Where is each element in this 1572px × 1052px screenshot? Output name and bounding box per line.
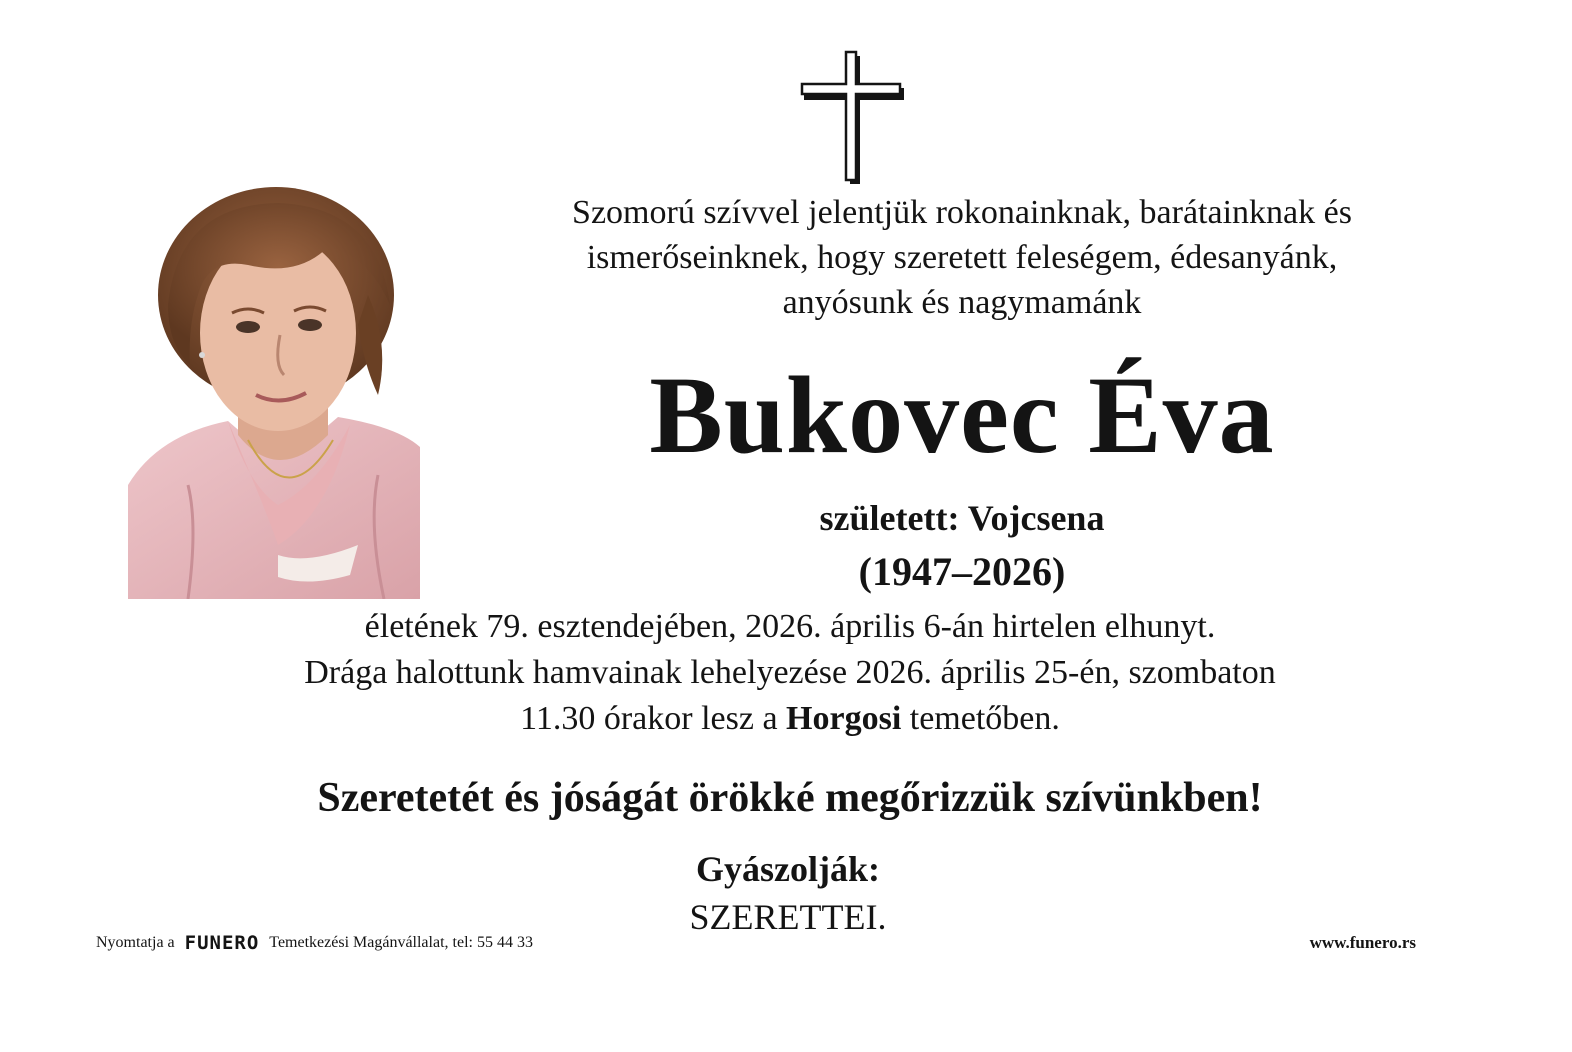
printed-by-text: Nyomtatja a xyxy=(96,934,175,951)
funeral-details xyxy=(120,604,1460,742)
birth-name: született: Vojcsena xyxy=(819,498,1105,538)
funero-logo: FUNERO xyxy=(184,932,260,954)
intro-line: ismerőseinknek, hogy szeretett feleségem, édesanyánk, xyxy=(586,239,1338,276)
intro-line: Szomorú szívvel jelentjük rokonainknak, barátainknak és xyxy=(572,194,1352,231)
intro-text xyxy=(462,190,1462,325)
life-years: (1947–2026) xyxy=(858,549,1066,594)
intro-line: anyósunk és nagymamánk xyxy=(782,284,1142,321)
mourners-label: Gyászolják: xyxy=(696,849,880,889)
deceased-name: Bukovec Éva xyxy=(649,354,1275,476)
mourners: SZERETTEI. xyxy=(689,897,887,937)
company-info: Temetkezési Magánvállalat, tel: 55 44 33 xyxy=(269,934,533,951)
details-line xyxy=(120,696,1460,742)
details-text: temetőben. xyxy=(901,700,1060,737)
portrait-photo xyxy=(128,185,420,599)
details-line: Drága halottunk hamvainak lehelyezése 2026. április 25-én, szombaton xyxy=(304,654,1276,691)
details-text: 11.30 órakor lesz a xyxy=(520,700,787,737)
cemetery-name: Horgosi xyxy=(786,700,902,737)
details-line: életének 79. esztendejében, 2026. április 6-án hirtelen elhunyt. xyxy=(364,608,1216,645)
memorial-motto: Szeretetét és jóságát örökké megőrizzük szívünkben! xyxy=(317,775,1263,821)
printer-credit xyxy=(96,933,533,953)
website-link[interactable]: www.funero.rs xyxy=(1309,933,1416,952)
cross-icon xyxy=(798,50,906,186)
